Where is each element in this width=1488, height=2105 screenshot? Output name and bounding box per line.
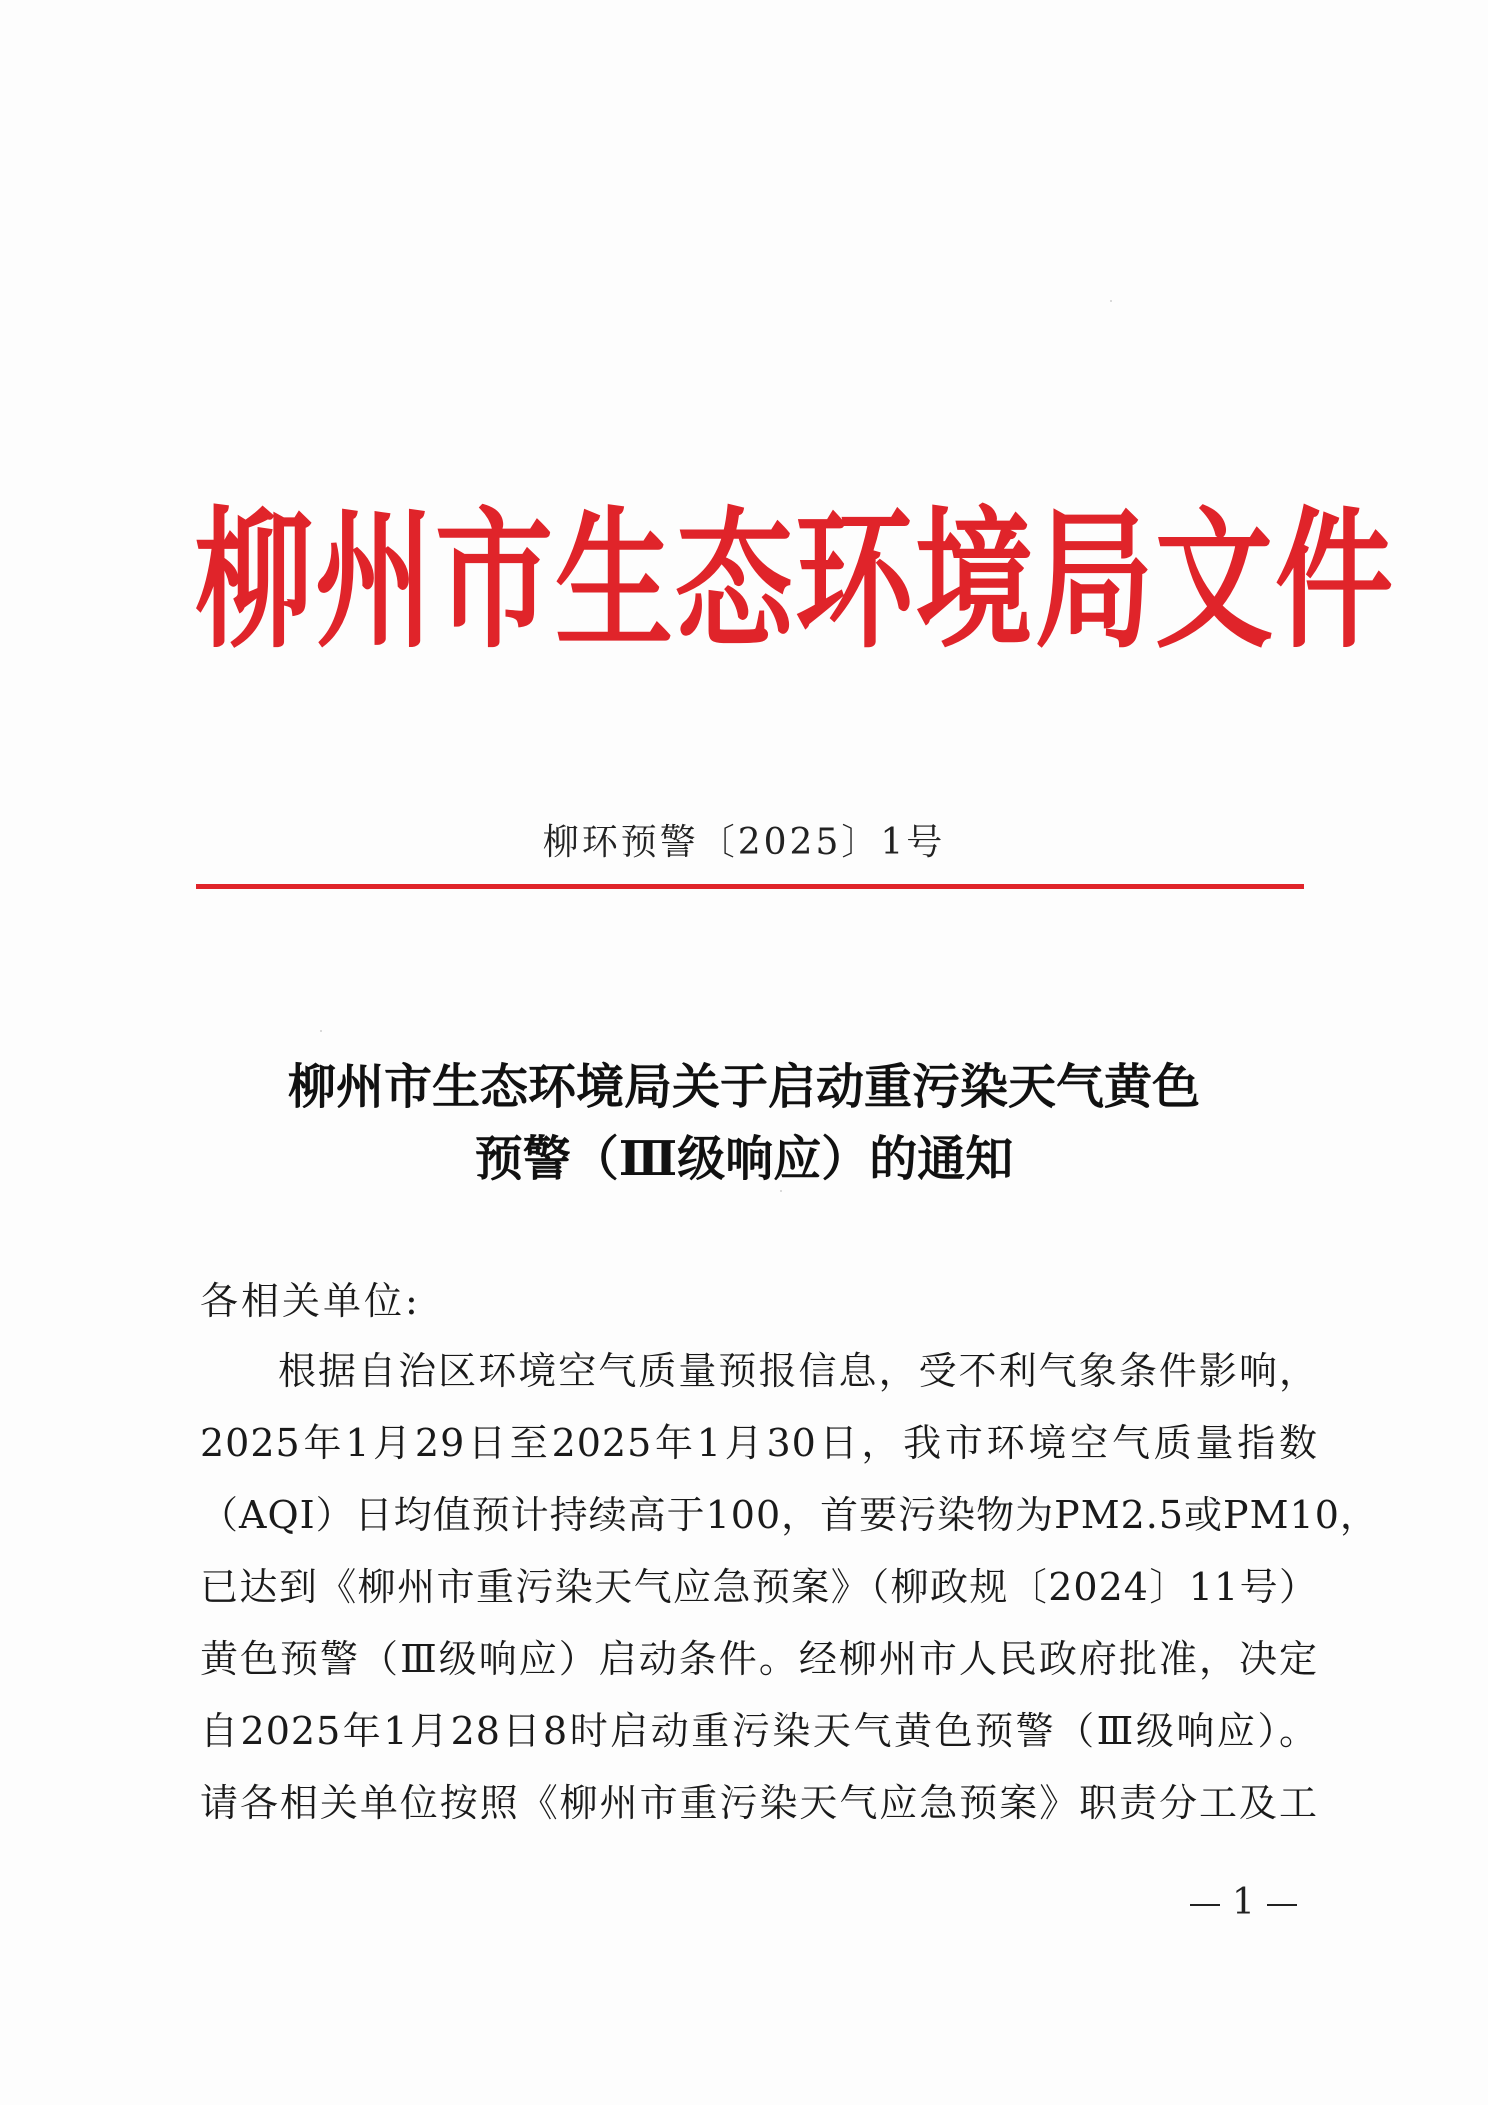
document-number: 柳环预警〔2025〕1号 [542,822,946,863]
body-line-2: 2025年1月29日至2025年1月30日，我市环境空气质量指数 [200,1421,1318,1465]
red-divider-rule [196,884,1304,889]
scan-speck [780,1190,782,1192]
body-line-6: 自2025年1月28日8时启动重污染天气黄色预警（Ⅲ级响应）。 [200,1709,1318,1753]
body-line-3: （AQI）日均值预计持续高于100，首要污染物为PM2.5或PM10， [200,1493,1379,1537]
body-line-7: 请各相关单位按照《柳州市重污染天气应急预案》职责分工及工 [200,1781,1318,1825]
body-line-4: 已达到《柳州市重污染天气应急预案》（柳政规〔2024〕11号） [200,1565,1318,1609]
scan-speck [320,1030,322,1032]
page-number-dash-left [1190,1904,1220,1906]
scan-speck [1110,300,1112,302]
body-line-5: 黄色预警（Ⅲ级响应）启动条件。经柳州市人民政府批准，决定 [200,1637,1318,1681]
page-number-dash-right [1267,1904,1297,1906]
notice-title-line-1: 柳州市生态环境局关于启动重污染天气黄色 [287,1059,1200,1115]
page-number: 1 [1232,1882,1255,1923]
salutation: 各相关单位: [200,1279,421,1323]
notice-title-line-2: 预警（Ⅲ级响应）的通知 [474,1131,1014,1187]
body-line-1: 根据自治区环境空气质量预报信息，受不利气象条件影响， [278,1349,1318,1393]
page-number-footer [1178,1882,1309,1923]
masthead-title: 柳州市生态环境局文件 [195,492,1396,669]
